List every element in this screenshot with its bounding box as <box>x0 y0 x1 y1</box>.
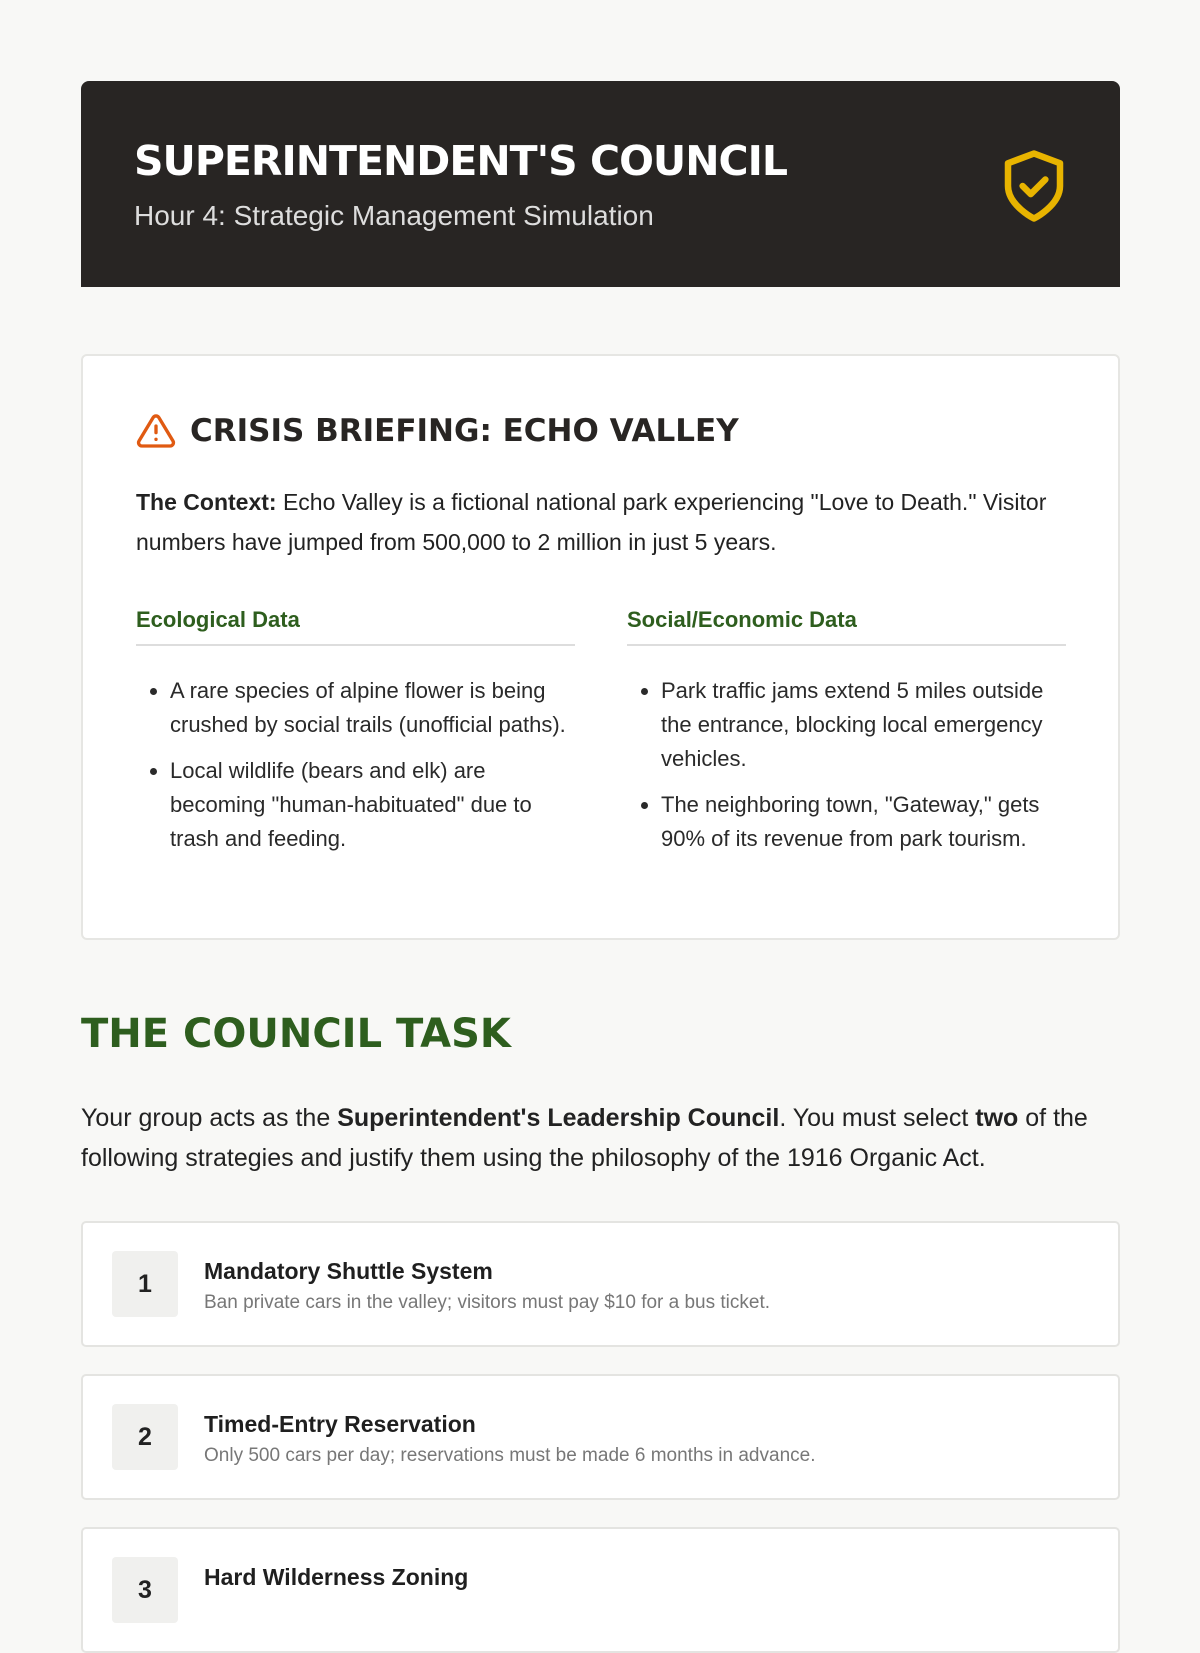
option-number: 1 <box>112 1251 178 1317</box>
crisis-briefing-card <box>81 354 1120 940</box>
task-text-bold: two <box>975 1104 1019 1132</box>
shield-check-icon <box>995 147 1073 225</box>
crisis-title: CRISIS BRIEFING: ECHO VALLEY <box>190 413 739 449</box>
page-subtitle: Hour 4: Strategic Management Simulation <box>134 200 654 231</box>
list-item: • Local wildlife (bears and elk) are becoming "human-habituated" due to trash and feeding. <box>170 754 575 856</box>
option-title: Mandatory Shuttle System <box>204 1258 493 1284</box>
option-number: 2 <box>112 1404 178 1470</box>
strategy-option-3[interactable] <box>81 1527 1120 1653</box>
social-economic-data-column <box>627 606 1066 868</box>
option-description: Ban private cars in the valley; visitors must pay $10 for a bus ticket. <box>204 1292 771 1313</box>
option-title: Hard Wilderness Zoning <box>204 1564 469 1590</box>
context-paragraph <box>136 482 1066 562</box>
task-text-part: of the following strategies and justify them using the philosophy of the 1916 Organic Act. <box>81 1104 1088 1172</box>
context-text: Echo Valley is a fictional national park experiencing "Love to Death." Visitor numbers have jumped from 500,000 to 2 million in just 5 years. <box>136 489 1047 555</box>
council-task-text <box>81 1098 1121 1178</box>
option-title: Timed-Entry Reservation <box>204 1411 476 1437</box>
list-item: • Park traffic jams extend 5 miles outside the entrance, blocking local emergency vehicles. <box>661 674 1066 776</box>
ecological-data-heading: Ecological Data <box>136 606 575 646</box>
option-description: Only 500 cars per day; reservations must be made 6 months in advance. <box>204 1445 816 1466</box>
list-item: • The neighboring town, "Gateway," gets 90% of its revenue from park tourism. <box>661 788 1066 856</box>
strategy-option-2[interactable] <box>81 1374 1120 1500</box>
task-text-bold: Superintendent's Leadership Council <box>337 1104 780 1132</box>
warning-icon <box>136 411 176 451</box>
ecological-data-column <box>136 606 575 868</box>
task-text-part: . You must select <box>779 1104 976 1132</box>
task-text-part: Your group acts as the <box>81 1104 338 1132</box>
ecological-data-list <box>136 674 575 856</box>
council-task-title: THE COUNCIL TASK <box>81 1011 511 1057</box>
social-economic-data-heading: Social/Economic Data <box>627 606 1066 646</box>
context-label: The Context: <box>136 489 277 515</box>
strategy-option-1[interactable] <box>81 1221 1120 1347</box>
option-number: 3 <box>112 1557 178 1623</box>
crisis-title-row <box>136 409 739 453</box>
page-header <box>81 81 1120 287</box>
page-title: SUPERINTENDENT'S COUNCIL <box>134 137 788 185</box>
social-economic-data-list <box>627 674 1066 856</box>
list-item: • A rare species of alpine flower is being crushed by social trails (unofficial paths). <box>170 674 575 742</box>
